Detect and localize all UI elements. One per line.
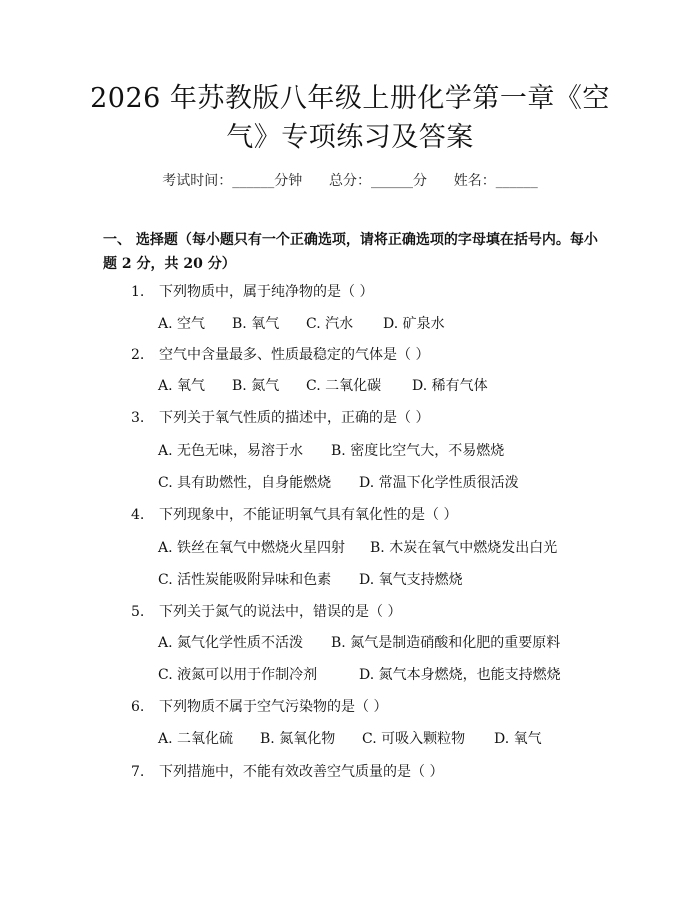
option-2a: A. 氧气 [158,378,206,394]
option-5d: D. 氮气本身燃烧，也能支持燃烧 [359,667,561,683]
question-number: 4. [131,507,145,523]
option-2d: D. 稀有气体 [412,378,488,394]
option-3a: A. 无色无味，易溶于水 [158,443,304,459]
question-text: 空气中含量最多、性质最稳定的气体是（ ） [159,347,430,363]
option-5a: A. 氮气化学性质不活泼 [158,635,304,651]
question-number: 3. [131,410,145,426]
question-6 [131,697,387,717]
option-4d: D. 氧气支持燃烧 [359,572,463,588]
option-5b: B. 氮气是制造硝酸和化肥的重要原料 [331,635,561,651]
option-6d: D. 氧气 [494,731,542,747]
question-2 [131,345,429,365]
document-title-line-1: 2026 年苏教版八年级上册化学第一章《空 [90,83,610,114]
option-1d: D. 矿泉水 [383,316,445,332]
question-text: 下列关于氧气性质的描述中，正确的是（ ） [159,410,430,426]
option-4c: C. 活性炭能吸附异味和色素 [158,572,332,588]
question-text: 下列关于氮气的说法中，错误的是（ ） [159,604,402,620]
document-title-line-2: 气》专项练习及答案 [226,122,474,153]
question-1 [131,282,373,302]
question-5 [131,602,401,622]
section-heading-line-1: 一、 选择题（每小题只有一个正确选项，请将正确选项的字母填在括号内。每小 [103,232,598,248]
option-5c: C. 液氮可以用于作制冷剂 [158,667,318,683]
question-number: 6. [131,699,145,715]
option-2c: C. 二氧化碳 [306,378,382,394]
option-1a: A. 空气 [158,316,206,332]
option-3b: B. 密度比空气大，不易燃烧 [331,443,505,459]
question-number: 5. [131,604,145,620]
option-6b: B. 氮氧化物 [260,731,336,747]
option-4a: A. 铁丝在氧气中燃烧火星四射 [158,540,346,556]
option-1b: B. 氧气 [232,316,280,332]
question-3 [131,408,429,428]
option-3d: D. 常温下化学性质很活泼 [359,475,519,491]
option-6a: A. 二氧化硫 [158,731,234,747]
option-2b: B. 氮气 [232,378,280,394]
question-text: 下列现象中，不能证明氧气具有氧化性的是（ ） [159,507,458,523]
question-number: 2. [131,347,145,363]
exam-info-line: 考试时间：______分钟 总分：______分 姓名：______ [162,173,538,189]
question-text: 下列物质中，属于纯净物的是（ ） [159,284,374,300]
question-text: 下列物质不属于空气污染物的是（ ） [159,699,388,715]
option-1c: C. 汽水 [306,316,354,332]
question-number: 1. [131,284,145,300]
question-7 [131,762,443,782]
option-6c: C. 可吸入颗粒物 [362,731,466,747]
question-text: 下列措施中，不能有效改善空气质量的是（ ） [159,764,444,780]
option-4b: B. 木炭在氧气中燃烧发出白光 [370,540,558,556]
question-number: 7. [131,764,145,780]
section-heading-line-2: 题 2 分，共 20 分） [103,256,236,272]
option-3c: C. 具有助燃性，自身能燃烧 [158,475,332,491]
question-4 [131,505,457,525]
